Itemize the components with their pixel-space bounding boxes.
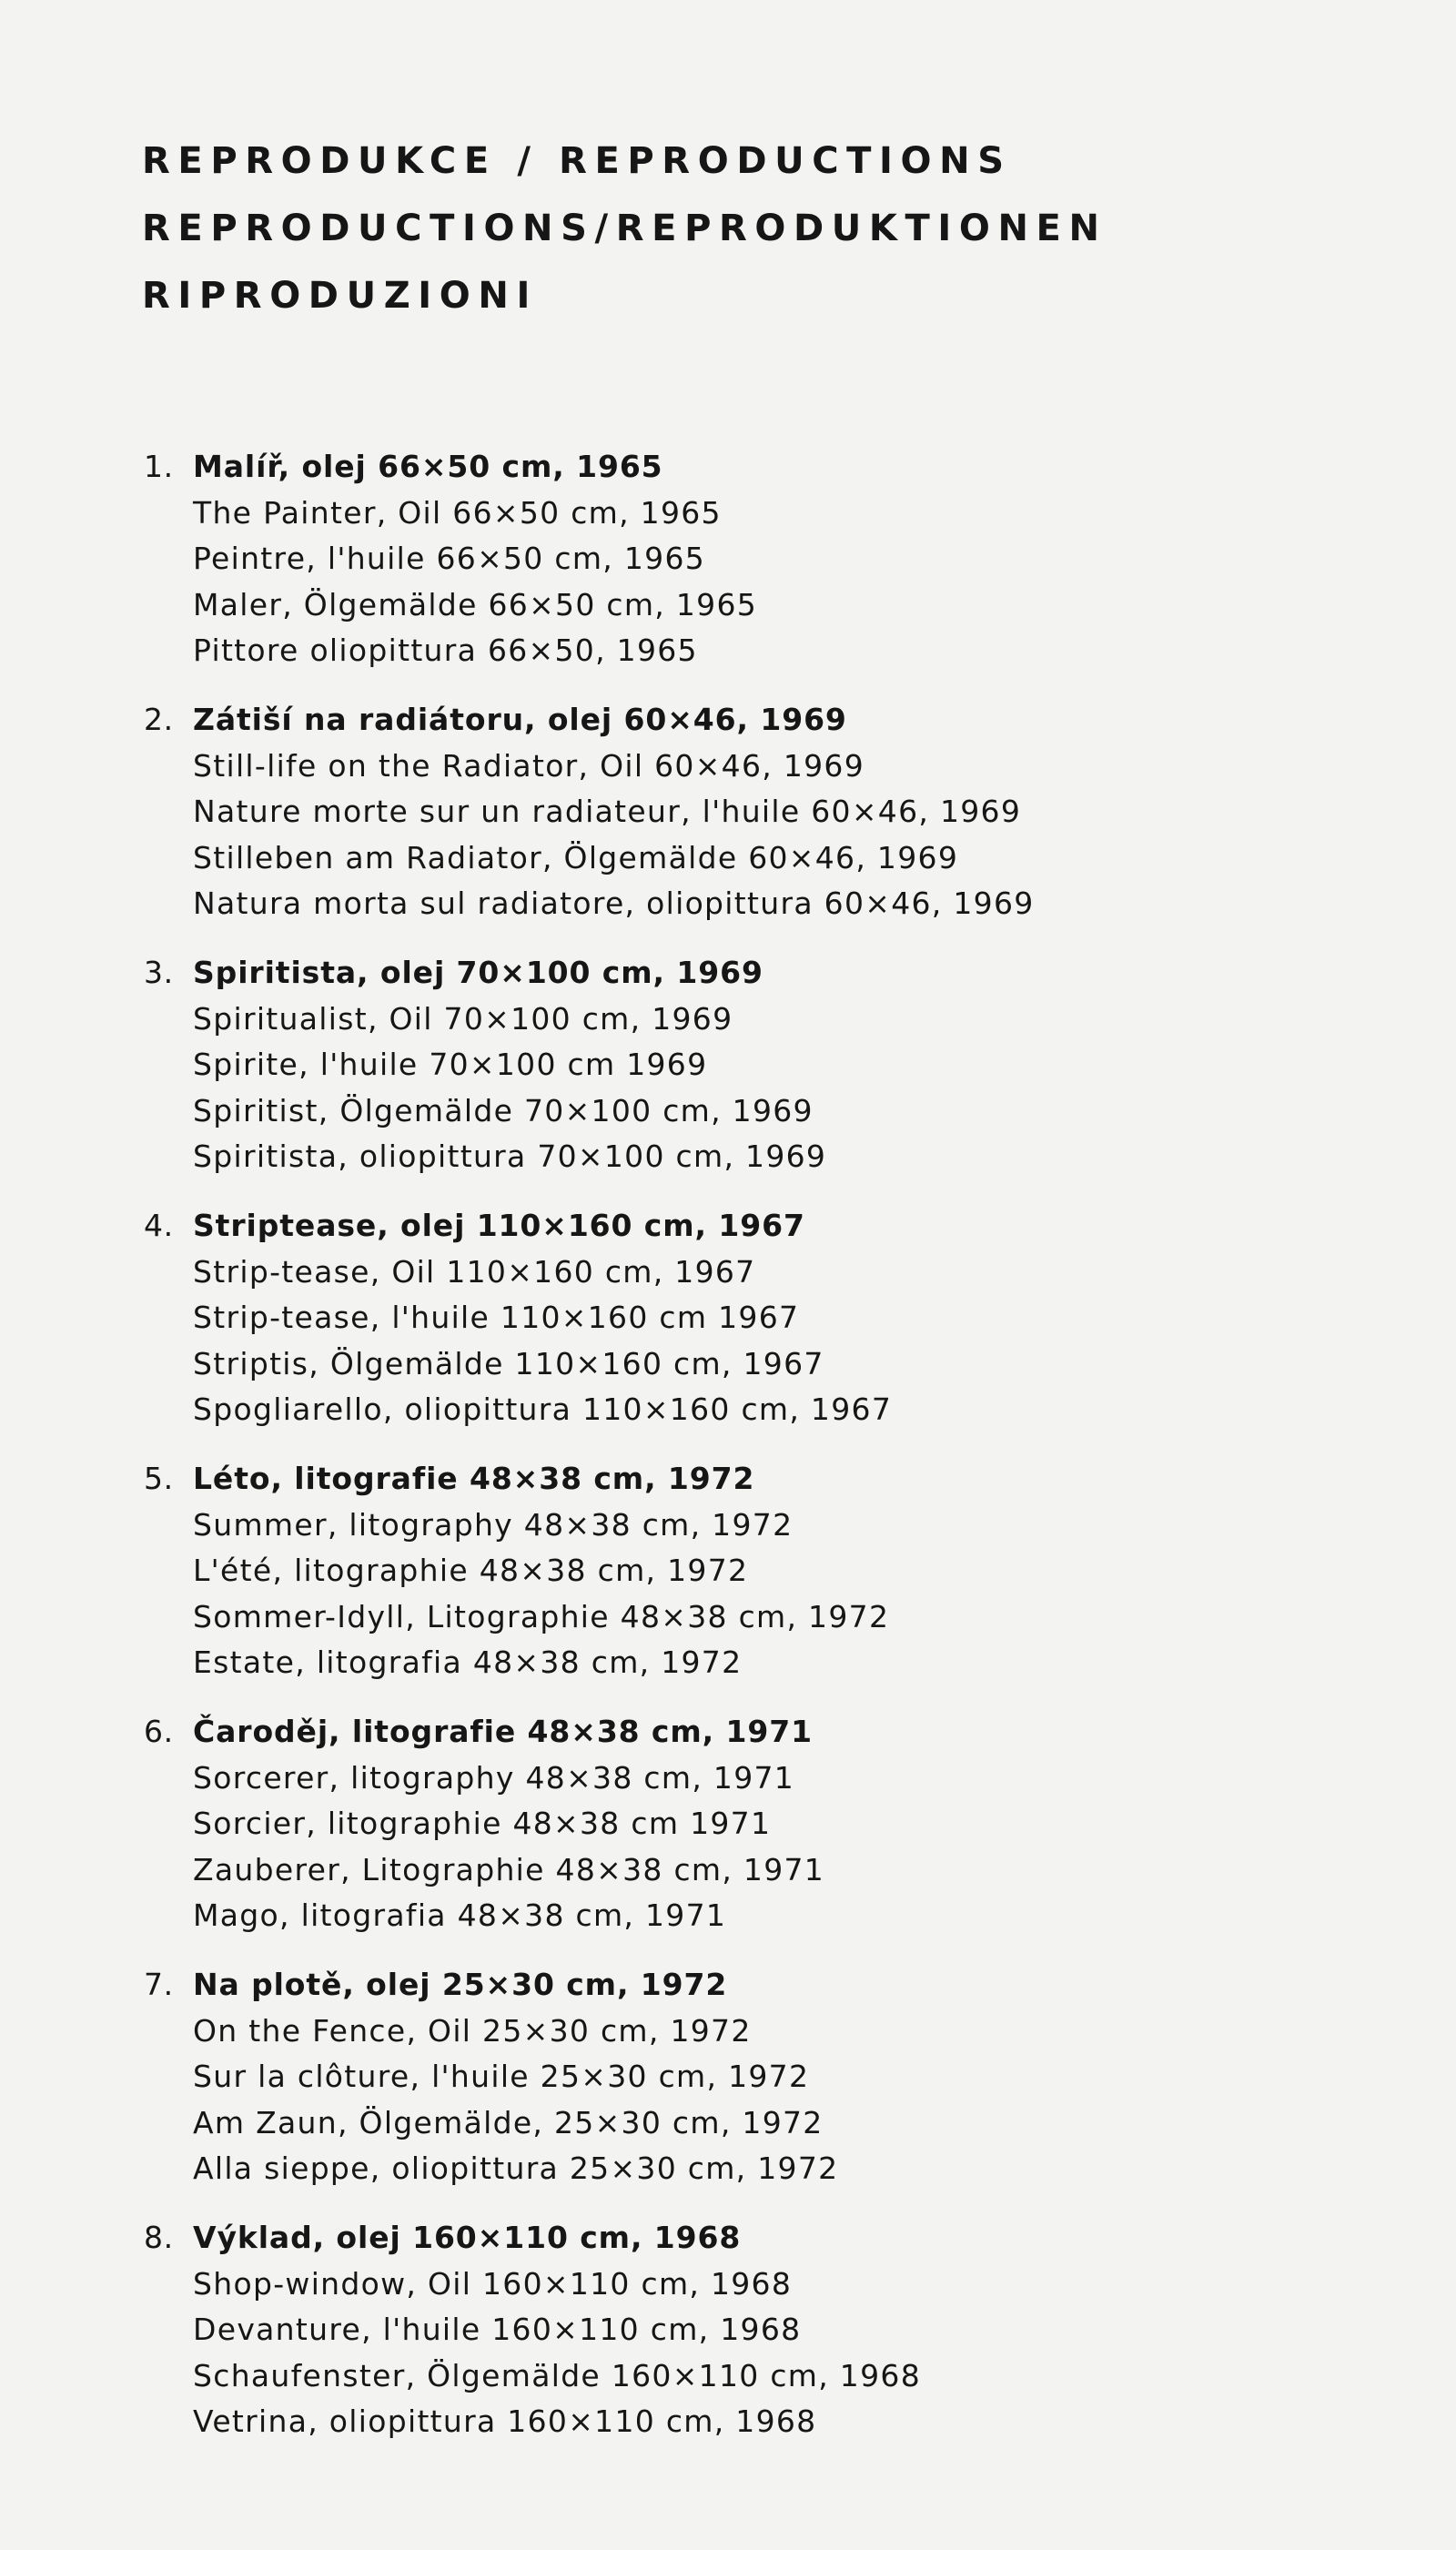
entry-title-english: Summer, litography 48×38 cm, 1972 bbox=[193, 1506, 794, 1543]
list-item bbox=[142, 2215, 1234, 2468]
list-item bbox=[142, 1456, 1234, 1709]
entry-title-french: L'été, litographie 48×38 cm, 1972 bbox=[193, 1553, 749, 1588]
entry-title-italian: Pittore oliopittura 66×50, 1965 bbox=[193, 632, 698, 668]
entry-title-english: The Painter, Oil 66×50 cm, 1965 bbox=[193, 494, 722, 531]
entry-title-german: Spiritist, Ölgemälde 70×100 cm, 1969 bbox=[193, 1092, 814, 1128]
entry-number: 3. bbox=[144, 955, 174, 990]
reproductions-list bbox=[142, 444, 1234, 2468]
heading-line-2: REPRODUCTIONS/REPRODUKTIONEN bbox=[142, 207, 1107, 249]
list-item bbox=[142, 1709, 1234, 1962]
entry-title-czech: Spiritista, olej 70×100 cm, 1969 bbox=[193, 955, 763, 990]
entry-title-french: Sur la clôture, l'huile 25×30 cm, 1972 bbox=[193, 2059, 810, 2094]
entry-title-czech: Striptease, olej 110×160 cm, 1967 bbox=[193, 1208, 805, 1243]
entry-title-french: Strip-tease, l'huile 110×160 cm 1967 bbox=[193, 1300, 800, 1335]
entry-title-german: Stilleben am Radiator, Ölgemälde 60×46, 1969 bbox=[193, 839, 959, 875]
entry-title-german: Am Zaun, Ölgemälde, 25×30 cm, 1972 bbox=[193, 2104, 824, 2140]
entry-number: 5. bbox=[144, 1461, 174, 1496]
entry-number: 6. bbox=[144, 1714, 174, 1749]
entry-title-czech: Malíř, olej 66×50 cm, 1965 bbox=[193, 449, 663, 484]
heading-line-1: REPRODUKCE / REPRODUCTIONS bbox=[142, 140, 1012, 182]
entry-title-italian: Spiritista, oliopittura 70×100 cm, 1969 bbox=[193, 1138, 827, 1174]
entry-title-french: Peintre, l'huile 66×50 cm, 1965 bbox=[193, 541, 706, 576]
entry-title-english: On the Fence, Oil 25×30 cm, 1972 bbox=[193, 2012, 752, 2049]
entry-title-czech: Léto, litografie 48×38 cm, 1972 bbox=[193, 1461, 755, 1496]
entry-title-french: Devanture, l'huile 160×110 cm, 1968 bbox=[193, 2312, 802, 2347]
entry-title-italian: Estate, litografia 48×38 cm, 1972 bbox=[193, 1644, 743, 1680]
entry-number: 4. bbox=[144, 1208, 174, 1243]
entry-title-german: Sommer-Idyll, Litographie 48×38 cm, 1972 bbox=[193, 1598, 890, 1634]
entry-title-czech: Čaroděj, litografie 48×38 cm, 1971 bbox=[193, 1714, 813, 1749]
list-item bbox=[142, 950, 1234, 1203]
entry-number: 8. bbox=[144, 2220, 174, 2255]
entry-title-italian: Alla sieppe, oliopittura 25×30 cm, 1972 bbox=[193, 2150, 839, 2186]
entry-number: 2. bbox=[144, 702, 174, 737]
list-item bbox=[142, 1962, 1234, 2215]
page-heading bbox=[142, 127, 1325, 329]
entry-title-english: Strip-tease, Oil 110×160 cm, 1967 bbox=[193, 1253, 756, 1290]
entry-title-italian: Natura morta sul radiatore, oliopittura 60×46, 1969 bbox=[193, 885, 1035, 921]
entry-title-italian: Mago, litografia 48×38 cm, 1971 bbox=[193, 1897, 727, 1933]
entry-number: 7. bbox=[144, 1967, 174, 2002]
entry-title-german: Zauberer, Litographie 48×38 cm, 1971 bbox=[193, 1851, 825, 1887]
entry-title-italian: Vetrina, oliopittura 160×110 cm, 1968 bbox=[193, 2403, 817, 2439]
entry-title-german: Striptis, Ölgemälde 110×160 cm, 1967 bbox=[193, 1345, 824, 1381]
entry-title-french: Nature morte sur un radiateur, l'huile 60×46, 1969 bbox=[193, 794, 1022, 829]
entry-title-czech: Na plotě, olej 25×30 cm, 1972 bbox=[193, 1967, 728, 2002]
entry-title-english: Spiritualist, Oil 70×100 cm, 1969 bbox=[193, 1000, 733, 1037]
entry-title-czech: Zátiší na radiátoru, olej 60×46, 1969 bbox=[193, 702, 847, 737]
entry-title-french: Spirite, l'huile 70×100 cm 1969 bbox=[193, 1047, 708, 1082]
list-item bbox=[142, 697, 1234, 950]
entry-title-italian: Spogliarello, oliopittura 110×160 cm, 1967 bbox=[193, 1391, 893, 1427]
entry-title-german: Schaufenster, Ölgemälde 160×110 cm, 1968 bbox=[193, 2357, 921, 2393]
entry-title-french: Sorcier, litographie 48×38 cm 1971 bbox=[193, 1806, 772, 1841]
entry-title-czech: Výklad, olej 160×110 cm, 1968 bbox=[193, 2220, 742, 2255]
entry-title-english: Sorcerer, litography 48×38 cm, 1971 bbox=[193, 1759, 795, 1796]
list-item bbox=[142, 444, 1234, 697]
entry-title-english: Shop-window, Oil 160×110 cm, 1968 bbox=[193, 2265, 793, 2302]
entry-title-english: Still-life on the Radiator, Oil 60×46, 1969 bbox=[193, 747, 865, 784]
entry-number: 1. bbox=[144, 449, 174, 484]
heading-line-3: RIPRODUZIONI bbox=[142, 275, 538, 317]
entry-title-german: Maler, Ölgemälde 66×50 cm, 1965 bbox=[193, 586, 758, 622]
list-item bbox=[142, 1203, 1234, 1456]
